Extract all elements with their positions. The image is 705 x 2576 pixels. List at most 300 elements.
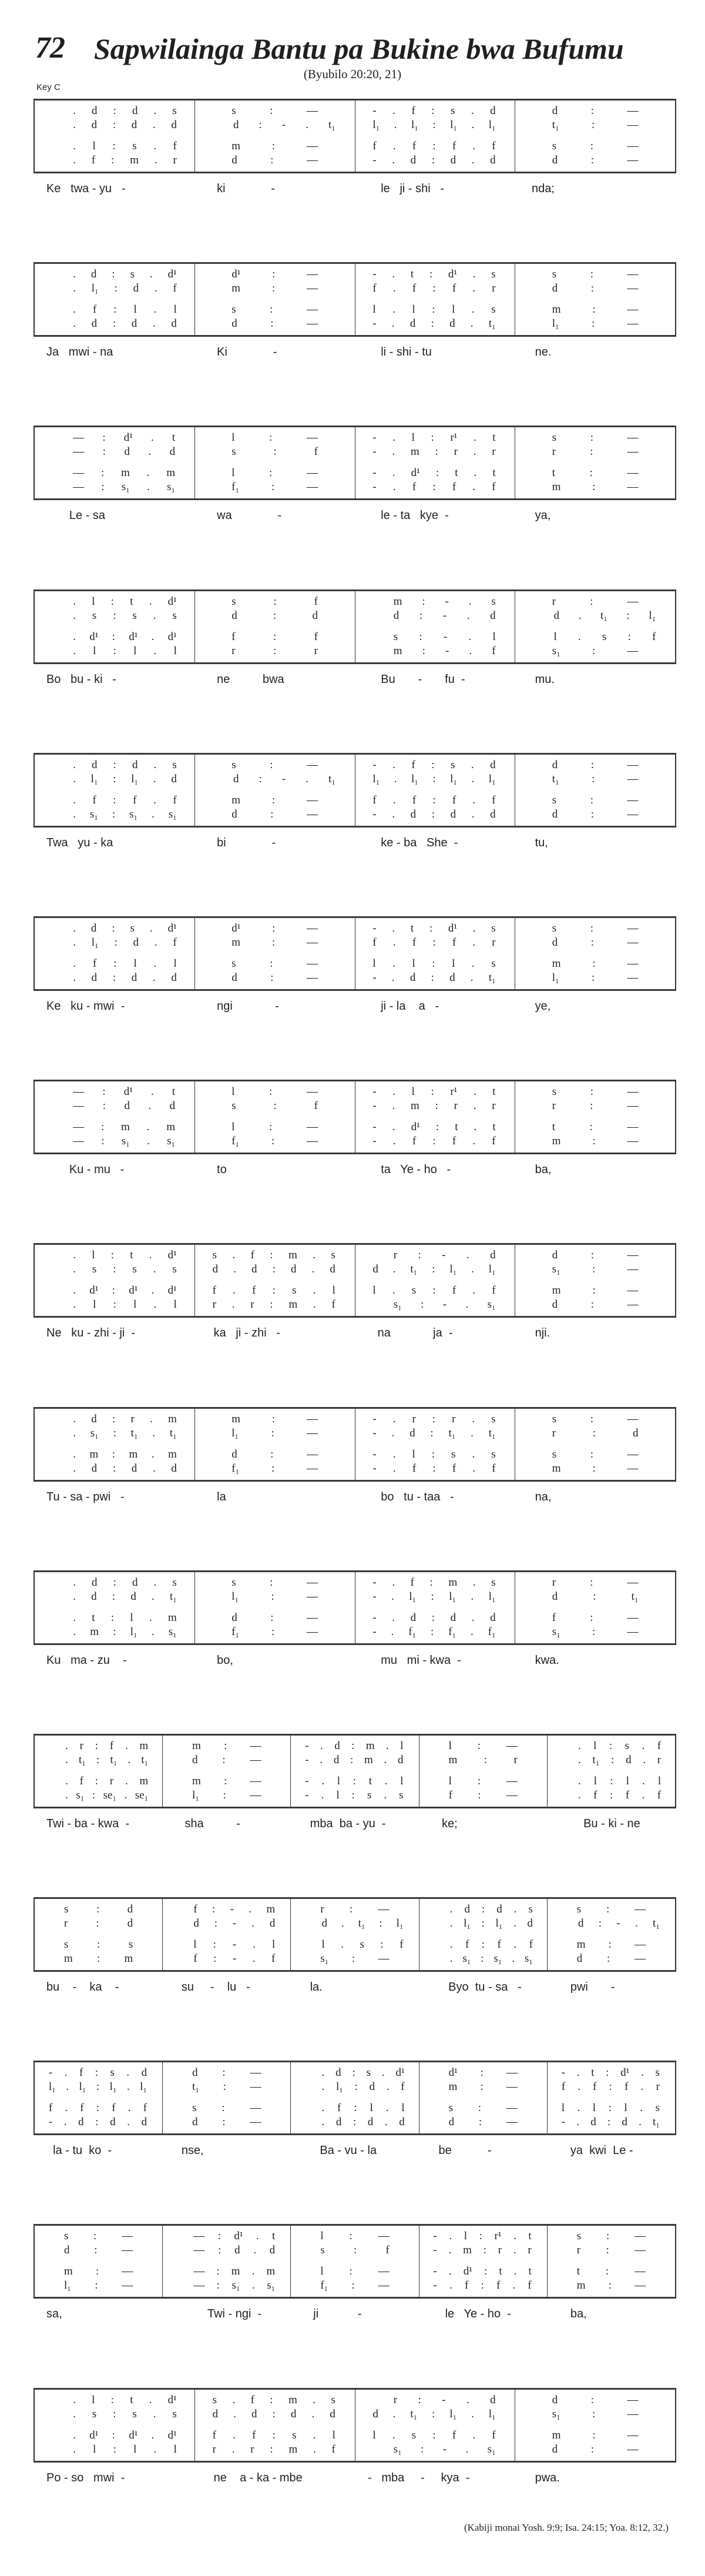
note-token: : [270, 1576, 273, 1589]
note-token: : [271, 1426, 274, 1439]
note-token: l [332, 2428, 335, 2441]
lyric-syllables: Ki - [207, 346, 277, 359]
note-token: : [270, 1611, 274, 1624]
note-token: s₁ [552, 644, 560, 657]
note-token: : [435, 445, 438, 458]
note-token: : [96, 1917, 99, 1930]
note-token: . [391, 1426, 395, 1439]
note-token: d¹ [448, 2066, 458, 2079]
note-token: l [401, 2102, 405, 2115]
alto-notes [515, 1262, 675, 1277]
measure [355, 1572, 515, 1643]
note-token: d [133, 282, 139, 295]
note-token: — [250, 2066, 261, 2079]
lyric-syllables: na, [528, 1490, 552, 1503]
note-token: . [392, 793, 396, 806]
note-token: . [153, 957, 157, 970]
note-token: s [399, 1788, 404, 1801]
note-token: : [113, 609, 116, 622]
note-token: f₁ [320, 2279, 328, 2292]
note-token: . [386, 1739, 389, 1752]
tenor-notes [515, 1611, 675, 1625]
note-token: — [250, 1739, 261, 1752]
note-token: — [627, 467, 639, 480]
note-token: — [307, 1086, 318, 1098]
note-token: . [152, 317, 156, 330]
note-token: . [512, 1952, 515, 1965]
staff-box [33, 916, 676, 991]
note-token: : [349, 2230, 352, 2243]
note-token: . [73, 140, 76, 152]
note-token: — [506, 1739, 518, 1752]
note-token: : [607, 2116, 611, 2129]
note-token: m [192, 1739, 201, 1752]
note-token: d [552, 2443, 558, 2456]
note-token: : [592, 303, 596, 316]
note-token: f [252, 1284, 256, 1297]
lyrics-line [33, 2471, 676, 2485]
note-token: . [470, 317, 474, 330]
note-token: . [472, 1576, 476, 1589]
note-token: . [392, 467, 395, 480]
staff-box [33, 753, 676, 828]
note-token: : [110, 1249, 114, 1262]
note-token: — [627, 595, 639, 608]
lyrics-line [33, 1163, 676, 1177]
bass-notes [35, 480, 194, 494]
note-token: d [552, 936, 558, 949]
soprano-notes [548, 2229, 675, 2243]
note-token: : [607, 1952, 610, 1965]
note-token: l [173, 1298, 177, 1311]
measure [547, 2226, 675, 2297]
measure [515, 1081, 675, 1153]
note-token: l [448, 1774, 452, 1787]
note-token: . [391, 1590, 394, 1603]
note-token: . [392, 1121, 395, 1134]
lyric-syllables: Ke twa - yu - [46, 182, 126, 195]
note-token: r [130, 1412, 135, 1425]
note-token: : [589, 1121, 593, 1134]
note-token: : [213, 1938, 216, 1951]
note-token: s₁ [89, 808, 98, 820]
note-token: f [401, 2081, 405, 2093]
note-token: : [354, 2102, 357, 2115]
lyric-syllables: na ja - [368, 1326, 453, 1340]
note-token: . [249, 1903, 252, 1916]
note-token: . [471, 2407, 474, 2420]
note-token: . [127, 2116, 130, 2129]
note-token: t₁ [488, 317, 496, 330]
note-token: d [192, 2066, 198, 2079]
note-token: : [592, 1135, 596, 1148]
note-token: : [421, 2443, 424, 2456]
note-token: — [378, 2279, 390, 2292]
tenor-notes [195, 1120, 355, 1134]
note-token: : [605, 2265, 609, 2278]
soprano-notes [355, 758, 515, 772]
note-token: : [606, 2230, 610, 2243]
note-token: — [634, 2279, 646, 2292]
note-token: . [153, 2443, 157, 2456]
note-token: d¹ [89, 2428, 99, 2441]
note-token: s₁ [552, 1263, 560, 1276]
note-token: — [378, 1903, 390, 1916]
bass-notes [515, 644, 675, 658]
alto-notes [163, 2243, 290, 2257]
note-token: : [350, 1903, 353, 1916]
alto-notes [515, 609, 675, 623]
note-token: — [306, 1135, 318, 1148]
note-token: - [433, 2265, 437, 2278]
note-token: : [96, 1753, 100, 1766]
note-token: - [372, 1412, 377, 1425]
note-token: — [627, 1100, 639, 1113]
note-token: s₁ [393, 2443, 402, 2456]
note-token: . [472, 2428, 476, 2441]
note-token: . [392, 303, 395, 316]
note-token: : [102, 431, 106, 444]
tenor-notes [35, 957, 194, 971]
note-token: s [552, 1448, 557, 1460]
note-token: — [627, 1263, 639, 1276]
note-token: m [448, 1576, 458, 1589]
note-token: — [307, 957, 318, 970]
lyrics-line [33, 2307, 676, 2321]
note-token: — [634, 2230, 646, 2243]
note-token: f [48, 2102, 53, 2115]
staff-box [33, 1243, 676, 1318]
note-token: : [353, 2244, 357, 2257]
staff-box [33, 589, 676, 664]
note-token: d [233, 119, 239, 131]
staff-box [33, 99, 676, 173]
note-token: . [513, 2265, 517, 2278]
note-token: d¹ [448, 922, 458, 934]
soprano-notes [515, 595, 675, 609]
note-token: — [506, 2102, 518, 2115]
note-token: . [306, 119, 308, 131]
note-token: : [271, 936, 276, 949]
note-token: : [269, 1086, 273, 1098]
lyrics-line [33, 346, 676, 359]
note-token: — [307, 140, 318, 152]
note-token: — [250, 1753, 261, 1766]
note-token: s [331, 2393, 335, 2406]
tenor-notes [291, 2101, 418, 2115]
note-token: . [578, 1739, 581, 1752]
note-token: l₁ [396, 1917, 404, 1930]
note-token: d¹ [123, 431, 133, 444]
note-token: : [270, 1298, 273, 1311]
measure [35, 2390, 194, 2461]
note-token: - [372, 1121, 377, 1134]
note-token: - [230, 1903, 234, 1916]
note-token: : [608, 2102, 612, 2115]
measure [515, 427, 675, 498]
note-token: . [466, 1249, 469, 1262]
note-token: . [152, 971, 156, 984]
note-token: - [48, 2116, 53, 2129]
measure [515, 591, 675, 662]
alto-notes [515, 118, 675, 132]
note-token: s [491, 1412, 496, 1425]
note-token: — [627, 1135, 639, 1148]
lyric-syllables: tu, [528, 836, 548, 849]
tenor-notes [163, 1938, 290, 1952]
note-token: d [141, 2116, 147, 2129]
note-token: — [193, 2279, 205, 2292]
alto-notes [548, 1917, 675, 1931]
note-token: - [372, 481, 377, 494]
note-token: : [592, 2407, 596, 2420]
alto-notes [355, 282, 515, 296]
note-token: . [392, 282, 396, 295]
note-token: s [63, 1938, 69, 1951]
note-token: l₁ [109, 2081, 117, 2093]
note-token: s₁ [168, 1625, 177, 1638]
note-token: . [449, 2230, 452, 2243]
note-token: . [392, 758, 395, 771]
alto-notes [195, 1590, 355, 1604]
note-token: r [454, 1100, 458, 1113]
note-token: . [65, 2102, 68, 2115]
note-token: : [431, 971, 434, 984]
note-token: : [111, 154, 115, 166]
note-token: f [92, 793, 96, 806]
soprano-notes [195, 2393, 355, 2407]
note-token: — [634, 1903, 646, 1916]
note-token: : [598, 1917, 602, 1930]
note-token: - [372, 758, 377, 771]
note-token: : [273, 609, 277, 622]
note-token: d [63, 2244, 70, 2257]
alto-notes [515, 936, 675, 950]
note-token: t₁ [488, 1426, 496, 1439]
note-token: d [490, 609, 496, 622]
note-token: l [400, 1739, 404, 1752]
note-token: t₁ [410, 2407, 418, 2420]
tenor-notes [355, 1120, 515, 1134]
measure [419, 2062, 547, 2133]
note-token: — [307, 1576, 318, 1589]
note-token: : [112, 1448, 116, 1460]
note-token: m [552, 1135, 561, 1148]
note-token: - [305, 1753, 309, 1766]
note-token: f [331, 1298, 335, 1311]
note-token: . [392, 1135, 396, 1148]
note-token: — [307, 1448, 318, 1460]
lyric-syllables: ya, [528, 509, 551, 522]
note-token: d¹ [167, 1249, 177, 1262]
note-token: d [141, 2066, 147, 2079]
alto-notes [195, 1426, 355, 1441]
note-token: . [466, 2393, 469, 2406]
note-token: . [231, 2443, 235, 2456]
note-token: — [627, 1625, 639, 1638]
note-token: . [471, 1590, 474, 1603]
note-token: f₁ [408, 1625, 417, 1638]
note-token: f₁ [448, 1625, 456, 1638]
note-token: . [471, 1625, 474, 1638]
note-token: d [127, 1917, 133, 1930]
note-token: d [127, 1903, 133, 1916]
note-token: : [352, 2066, 355, 2079]
alto-notes [35, 2243, 162, 2257]
note-token: . [473, 1086, 476, 1098]
note-token: l [320, 2265, 324, 2278]
tenor-notes [419, 2101, 547, 2115]
note-token: : [477, 1739, 481, 1752]
note-token: : [609, 2081, 612, 2093]
note-token: - [442, 609, 447, 622]
note-token: t₁ [192, 2081, 200, 2093]
lyric-syllables: la - tu ko - [46, 2144, 112, 2158]
music-system [33, 589, 676, 753]
alto-notes [195, 1262, 355, 1277]
note-token: — [627, 971, 639, 984]
note-token: : [590, 1298, 595, 1311]
key-signature: Key C [36, 82, 61, 92]
note-token: : [270, 957, 273, 970]
measure [194, 101, 355, 172]
note-token: : [590, 1412, 593, 1425]
note-token: l₁ [488, 772, 496, 785]
note-token: . [73, 758, 76, 771]
note-token: f [412, 481, 417, 494]
note-token: s [528, 1903, 533, 1916]
note-token: t₁ [169, 1590, 177, 1603]
note-token: d [234, 2244, 240, 2257]
note-token: - [372, 1576, 377, 1589]
note-token: . [392, 2407, 396, 2420]
bass-notes [35, 1952, 162, 1966]
lyric-syllables: Tu - sa - pwi - [46, 1490, 125, 1503]
note-token: : [609, 1739, 613, 1752]
note-token: s [491, 303, 496, 316]
note-token: m [129, 1448, 138, 1460]
note-token: r [552, 1100, 556, 1113]
note-token: . [73, 2393, 76, 2406]
lyric-syllables: ba, [528, 1163, 552, 1177]
tenor-notes [163, 2265, 290, 2279]
note-token: l [92, 595, 95, 608]
note-token: f [173, 282, 177, 295]
note-token: d [449, 317, 455, 330]
note-token: f [372, 936, 377, 949]
note-token: - [372, 154, 377, 166]
note-token: . [152, 1590, 155, 1603]
lyrics-line [33, 2144, 676, 2158]
music-system [33, 1080, 676, 1243]
note-token: d [410, 154, 417, 166]
soprano-notes [195, 267, 355, 282]
note-token: s [63, 2230, 69, 2243]
note-token: d [622, 2116, 627, 2129]
tenor-notes [515, 466, 675, 480]
note-token: d [290, 2407, 297, 2420]
note-token: d [321, 1917, 328, 1930]
note-token: t₁ [410, 1263, 418, 1276]
note-token: . [73, 282, 76, 295]
note-token: . [472, 1448, 475, 1460]
note-token: . [642, 1739, 645, 1752]
alto-notes [163, 1753, 290, 1767]
note-token: . [153, 758, 157, 771]
note-token: s [132, 140, 137, 152]
tenor-notes [355, 630, 515, 644]
note-token: : [112, 1590, 116, 1603]
bass-notes [195, 1462, 355, 1476]
alto-notes [355, 772, 515, 786]
note-token: : [93, 2230, 97, 2243]
note-token: d [251, 2407, 257, 2420]
bass-notes [195, 480, 355, 494]
note-token: . [73, 1298, 76, 1311]
note-token: s [331, 1249, 335, 1262]
alto-notes [291, 2080, 418, 2094]
note-token: : [429, 268, 433, 281]
note-token: — [627, 481, 639, 494]
note-token: l [321, 1938, 325, 1951]
note-token: — [627, 1576, 639, 1589]
lyric-syllables: li - shi - tu [368, 346, 432, 359]
note-token: . [466, 609, 470, 622]
note-token: m [448, 1753, 458, 1766]
note-token: . [311, 2407, 315, 2420]
note-token: r [492, 445, 496, 458]
note-token: m [463, 2244, 472, 2257]
note-token: : [113, 758, 116, 771]
soprano-notes [515, 1576, 675, 1590]
note-token: d [369, 2081, 375, 2093]
lyrics-line [33, 1000, 676, 1013]
note-token: f₁ [231, 1462, 240, 1475]
note-token: : [481, 1952, 484, 1965]
note-token: . [126, 2066, 130, 2079]
note-token: : [94, 2244, 98, 2257]
note-token: : [270, 317, 274, 330]
staff-box [33, 1734, 676, 1808]
note-token: — [627, 957, 639, 970]
note-token: . [513, 1903, 517, 1916]
note-token: r [656, 2081, 660, 2093]
note-token: : [113, 303, 117, 316]
note-token: f [193, 1903, 197, 1916]
note-token: d [576, 1952, 583, 1965]
note-token: s₁ [121, 1135, 130, 1148]
note-token: . [65, 1774, 68, 1787]
note-token: . [256, 2230, 259, 2243]
note-token: : [432, 1284, 436, 1297]
note-token: : [112, 317, 116, 330]
note-token: . [151, 2428, 155, 2441]
note-token: : [271, 140, 276, 152]
note-token: . [73, 1284, 76, 1297]
note-token: s [411, 1284, 417, 1297]
alto-notes [35, 1099, 194, 1113]
note-token: — [506, 1774, 518, 1787]
measure [35, 1899, 162, 1970]
note-token: : [273, 630, 277, 643]
note-token: . [313, 1284, 316, 1297]
note-token: l₁ [552, 317, 559, 330]
note-token: : [480, 2066, 484, 2079]
note-token: r [79, 1739, 83, 1752]
lyric-syllables: la. [303, 1981, 323, 1994]
note-token: m [364, 1753, 373, 1766]
note-token: — [307, 154, 318, 166]
